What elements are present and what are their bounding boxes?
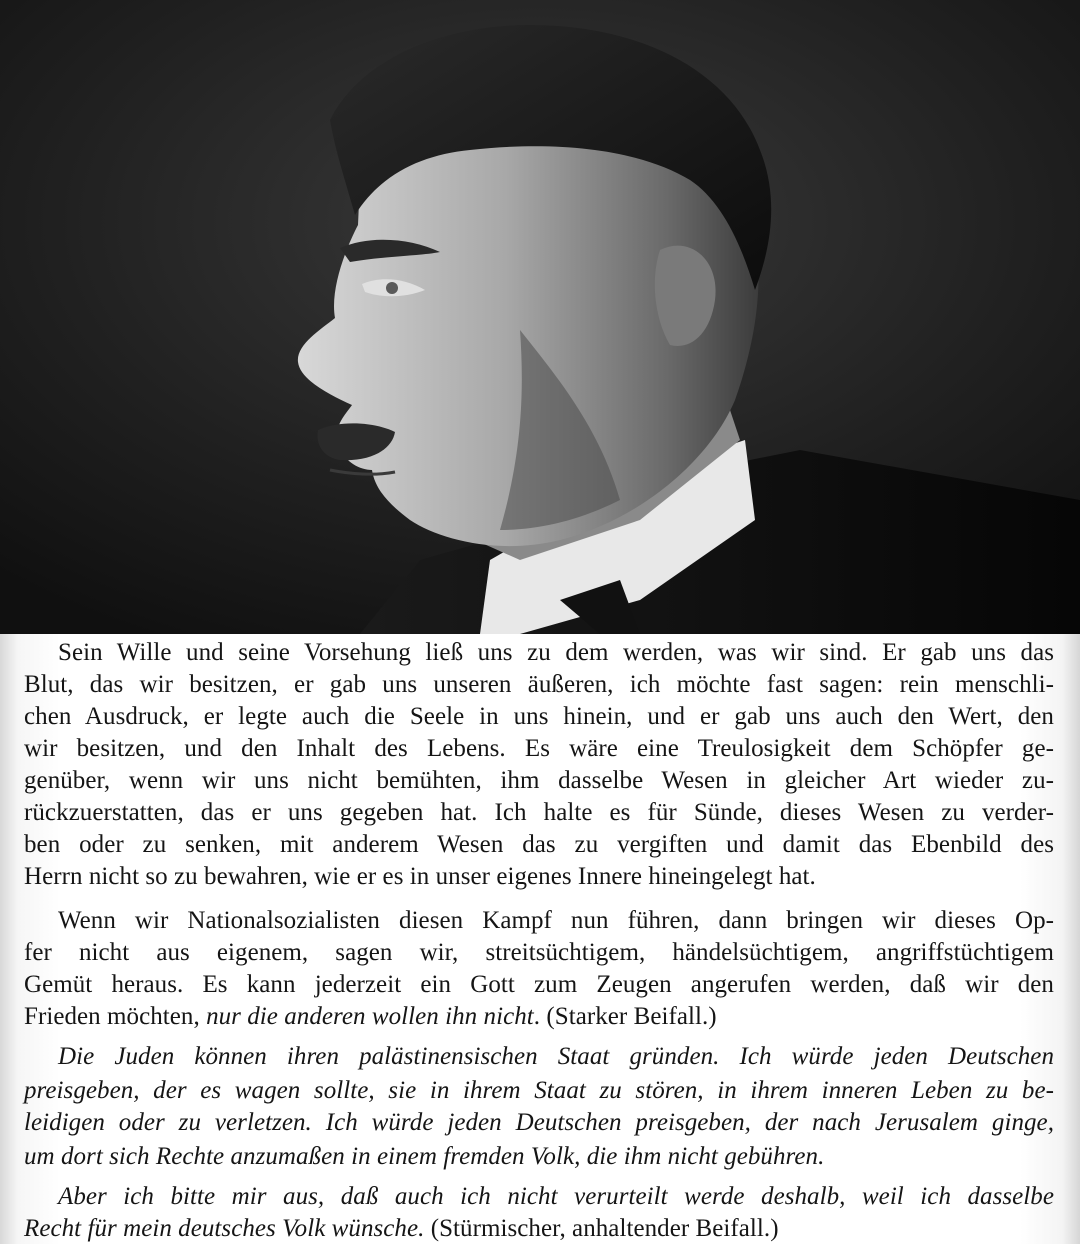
paragraph-2-line-4-start: Frieden möchten, — [24, 1003, 207, 1030]
text-block — [0, 634, 1080, 1244]
paragraph-4-applause: (Stürmischer, anhaltender Beifall.) — [424, 1215, 779, 1242]
paragraph-2-line-3: Gemüt heraus. Es kann jederzeit ein Gott zum Zeugen angerufen werden, daß wir den — [24, 971, 1054, 998]
paragraph-1-line-3: chen Ausdruck, er legte auch die Seele in uns hinein, und er gab uns auch den Wert, den — [24, 703, 1054, 730]
paragraph-3-line-2: preisgeben, der es wagen sollte, sie in ihrem Staat zu stören, in ihrem inneren Leben zu be- — [24, 1077, 1054, 1104]
paragraph-1-line-7: ben oder zu senken, mit anderem Wesen das zu vergiften und damit das Ebenbild des — [24, 831, 1054, 858]
paragraph-4-line-1: Aber ich bitte mir aus, daß auch ich nicht verurteilt werde deshalb, weil ich dasselbe — [58, 1183, 1054, 1210]
paragraph-3-line-1: Die Juden können ihren palästinensischen Staat gründen. Ich würde jeden Deutschen — [58, 1043, 1054, 1070]
paragraph-2-line-4 — [24, 1000, 1054, 1034]
paragraph-1-line-6: rückzuerstatten, das er uns gegeben hat. Ich halte es für Sünde, dieses Wesen zu verder- — [24, 799, 1054, 826]
paragraph-1-line-8: Herrn nicht so zu bewahren, wie er es in unser eigenes Innere hineingelegt hat. — [24, 863, 816, 890]
paragraph-2-applause: . (Starker Beifall.) — [533, 1003, 717, 1030]
paragraph-1-line-5: genüber, wenn wir uns nicht bemühten, ihm dasselbe Wesen in gleicher Art wieder zu- — [24, 767, 1054, 794]
paragraph-2-line-1: Wenn wir Nationalsozialisten diesen Kampf nun führen, dann bringen wir dieses Op- — [58, 907, 1054, 934]
paragraph-1-line-4: wir besitzen, und den Inhalt des Lebens. Es wäre eine Treulosigkeit dem Schöpfer ge- — [24, 735, 1054, 762]
paragraph-1-line-1: Sein Wille und seine Vorsehung ließ uns zu dem werden, was wir sind. Er gab uns das — [58, 639, 1054, 666]
paragraph-3-line-4: um dort sich Rechte anzumaßen in einem fremden Volk, die ihm nicht gebühren. — [24, 1143, 825, 1170]
paragraph-2-line-2: fer nicht aus eigenem, sagen wir, streitsüchtigem, händelsüchtigem, angriffstüchtigem — [24, 939, 1054, 966]
paragraph-4-line-2 — [24, 1212, 1054, 1244]
paragraph-1-line-2: Blut, das wir besitzen, er gab uns unseren äußeren, ich möchte fast sagen: rein menschli- — [24, 671, 1054, 698]
paragraph-2-italic-phrase: nur die anderen wollen ihn nicht — [206, 1003, 534, 1030]
paragraph-4-italic-phrase: Recht für mein deutsches Volk wünsche. — [24, 1215, 425, 1242]
paragraph-3-line-3: leidigen oder zu verletzen. Ich würde jeden Deutschen preisgeben, der nach Jerusalem ginge, — [24, 1109, 1054, 1136]
